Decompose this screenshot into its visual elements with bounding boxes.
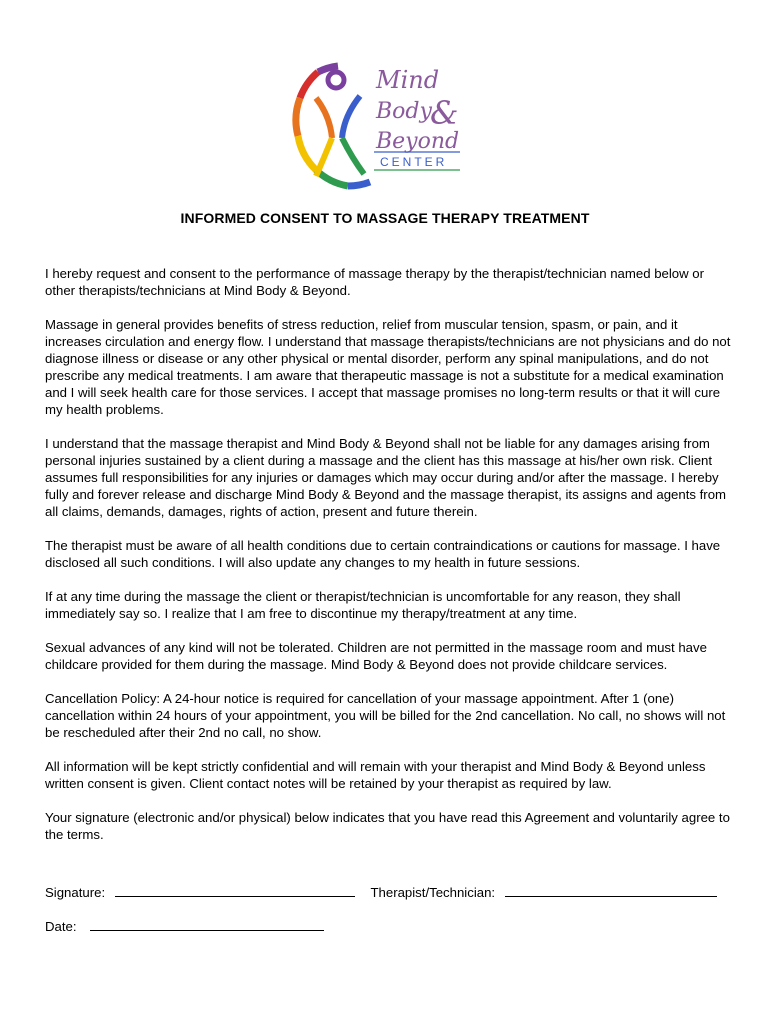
date-row: [45, 918, 324, 935]
paragraph-conduct: Sexual advances of any kind will not be tolerated. Children are not permitted in the massage room and must have childcare provided for them during the massage. Mind Body & Beyond does not provide childcare services.: [45, 640, 707, 672]
signature-row: [45, 884, 717, 901]
logo-graphic: [290, 58, 490, 198]
signature-field[interactable]: [115, 884, 355, 897]
svg-text:CENTER: CENTER: [380, 155, 448, 169]
therapist-label: Therapist/Technician:: [370, 885, 496, 900]
paragraph-health-conditions: The therapist must be aware of all health conditions due to certain contraindications or cautions for massage. I have disclosed all such conditions. I will also update any changes to my health in future sessions.: [45, 538, 721, 570]
svg-text:Mind: Mind: [376, 66, 440, 94]
paragraph-liability: I understand that the massage therapist and Mind Body & Beyond shall not be liable for any damages arising from personal injuries sustained by a client during a massage and the client has this massage at his/her own risk. Client assumes full responsibilities for any injuries or damages which may occur during and/or after the massage. I hereby fully and forever release and discharge Mind Body & Beyond and the massage therapist, its assigns and agents from all claims, demands, damages, rights of action, present and future therein.: [45, 436, 727, 519]
svg-text:Body: Body: [376, 99, 432, 124]
paragraph-benefits: Massage in general provides benefits of stress reduction, relief from muscular tension, spasm, or pain, and it increases circulation and energy flow. I understand that massage therapists/technicians are not physicians and do not diagnose illness or disease or any other physical or mental disorder, perform any spinal manipulations, and do not prescribe any medical treatments. I am aware that therapeutic massage is not a substitute for a medical examination and I will seek health care for those services. I accept that massage promises no long-term results or that it will cure my health problems.: [45, 317, 731, 417]
center-logo: [290, 58, 490, 198]
consent-body: [45, 265, 735, 860]
paragraph-discomfort: If at any time during the massage the client or therapist/technician is uncomfortable for any reason, they shall immediately say so. I realize that I am free to discontinue my therapy/treatment at any time.: [45, 589, 681, 621]
svg-text:Beyond: Beyond: [376, 129, 460, 154]
therapist-field[interactable]: [505, 884, 717, 897]
paragraph-agreement: Your signature (electronic and/or physical) below indicates that you have read this Agreement and voluntarily agree to the terms.: [45, 810, 730, 842]
paragraph-confidentiality: All information will be kept strictly confidential and will remain with your therapist and Mind Body & Beyond unless written consent is given. Client contact notes will be retained by your therapist as required by law.: [45, 759, 706, 791]
svg-text:&: &: [430, 94, 459, 132]
paragraph-request: I hereby request and consent to the performance of massage therapy by the therapist/technician named below or other therapists/technicians at Mind Body & Beyond.: [45, 266, 705, 298]
date-field[interactable]: [90, 918, 324, 931]
date-label: Date:: [45, 919, 77, 934]
signature-label: Signature:: [45, 885, 106, 900]
paragraph-cancellation: Cancellation Policy: A 24-hour notice is required for cancellation of your massage appointment. After 1 (one) cancellation within 24 hours of your appointment, you will be billed for the 2nd cancellation. No call, no shows will not be rescheduled after their 2nd no call, no show.: [45, 691, 726, 740]
document-title: INFORMED CONSENT TO MASSAGE THERAPY TREATMENT: [180, 210, 590, 226]
